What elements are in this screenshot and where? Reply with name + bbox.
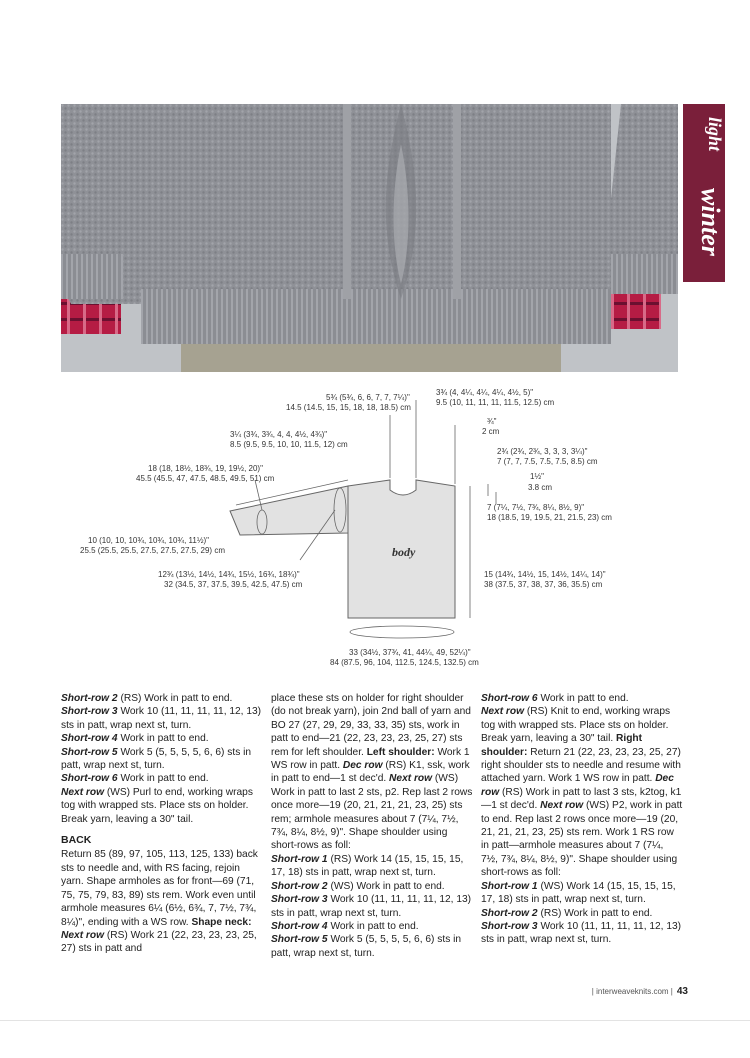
c2-para: place these sts on holder for right shoulder (do not break yarn), join 2nd ball of yarn and BO 27 (27, 29, 29, 33, 33, 35) sts, work in patt to end—21 (22, 23, 23, 23, 25, 27) sts rem for left shoulder. Left shoulder: Work 1 WS row in patt. Dec row (RS) K1, ssk, work in patt to end—1 st dec'd. Next row (WS) Work in patt to last 2 sts, p2. Rep last 2 rows once more—19 (20, 21, 21, 21, 23, 25) sts rem; armhole measures about 7 (7¼, 7½, 7¾, 8¼, 8½, 9)". Shape shoulder using short-rows as foll:	[271, 693, 473, 852]
neck-depth-label: ¾"	[487, 417, 497, 426]
text-column-2	[271, 692, 473, 960]
c3-para: Short-row 1 (WS) Work 14 (15, 15, 15, 15, 17, 18) sts in patt, wrap next st, turn.	[481, 880, 676, 906]
sleeve-length-cm-label: 45.5 (45.5, 47, 47.5, 48.5, 49.5, 51) cm	[136, 474, 275, 483]
c3-para: Short-row 2 (RS) Work in patt to end.	[481, 907, 653, 919]
back-heading: BACK	[61, 834, 92, 847]
shoulder-width-label: 3¾ (4, 4¼, 4¼, 4¼, 4½, 5)"	[436, 388, 534, 397]
c1-para: Short-row 4 Work in patt to end.	[61, 733, 209, 745]
cuff-label: 10 (10, 10, 10¾, 10¾, 10¾, 11½)"	[88, 536, 209, 545]
c2-para: Short-row 4 Work in patt to end.	[271, 920, 419, 932]
c2-para: Short-row 5 Work 5 (5, 5, 5, 5, 6, 6) sts in patt, wrap next st, turn.	[271, 934, 462, 959]
upper-arm-cm-label: 8.5 (9.5, 9.5, 10, 10, 11.5, 12) cm	[230, 440, 348, 449]
neck-width-cm-label: 14.5 (14.5, 15, 15, 18, 18, 18.5) cm	[286, 403, 411, 412]
sleeve-length-label: 18 (18, 18½, 18¾, 19, 19½, 20)"	[148, 464, 263, 473]
body-length-cm-label: 38 (37.5, 37, 38, 37, 36, 35.5) cm	[484, 580, 603, 589]
body-length-label: 15 (14¾, 14½, 15, 14½, 14¼, 14)"	[484, 570, 606, 579]
page-number: 43	[676, 986, 688, 997]
c1-para: Return 85 (89, 97, 105, 113, 125, 133) back sts to needle and, with RS facing, rejoin yarn. Shape armholes as for front—69 (71, 75, 75, 79, 83, 89) sts rem. Work even until armhole measures 6¼ (6½, 6¾, 7, 7½, 7¾, 8¼)", ending with a WS row. Shape neck: Next row (RS) Work 21 (22, 23, 23, 23, 25, 27) sts in patt and	[61, 849, 258, 955]
shoulder-drop-cm-label: 7 (7, 7, 7.5, 7.5, 7.5, 8.5) cm	[497, 457, 598, 466]
armhole-depth-label: 7 (7¼, 7½, 7¾, 8¼, 8½, 9)"	[487, 503, 585, 512]
shoulder-width-cm-label: 9.5 (10, 11, 11, 11, 11.5, 12.5) cm	[436, 398, 555, 407]
chest-label: 33 (34½, 37¾, 41, 44¼, 49, 52¼)"	[349, 648, 471, 657]
c1-para: Short-row 2 (RS) Work in patt to end.	[61, 693, 233, 704]
text-column-1	[61, 692, 263, 956]
shoulder-drop-label: 2¾ (2¾, 2¾, 3, 3, 3, 3¼)"	[497, 447, 588, 456]
upper-arm-label: 3¼ (3¾, 3¾, 4, 4, 4½, 4¾)"	[230, 430, 328, 439]
body-label: body	[392, 545, 416, 559]
c3-para: Short-row 3 Work 10 (11, 11, 11, 11, 12, 13) sts in patt, wrap next st, turn.	[481, 920, 682, 946]
neck-width-label: 5¾ (5¾, 6, 6, 7, 7, 7¼)"	[326, 393, 410, 402]
bottom-divider	[0, 1020, 750, 1021]
c2-para: Short-row 2 (WS) Work in patt to end.	[271, 880, 445, 892]
schematic-diagram	[0, 380, 750, 680]
tab-word-winter: winter	[696, 188, 725, 256]
sweater-illustration	[61, 104, 678, 372]
c3-para: Short-row 6 Work in patt to end.	[481, 693, 629, 704]
c3-para: Next row (RS) Knit to end, working wraps tog with wrapped sts. Place sts on holder. Break yarn, leaving a 30" tail. Right shoulder: Return 21 (22, 23, 23, 23, 25, 27) right shoulder sts to needle and resume with attached yarn. Work 1 WS row in patt. Dec row (RS) Work in patt to last 3 sts, k2tog, k1—1 st dec'd. Next row (WS) P2, work in patt to end. Rep last 2 rows once more—19 (20, 21, 21, 21, 23, 25) sts rem. Work 1 RS row in patt—armhole measures about 7 (7¼, 7½, 7¾, 8¼, 8½, 9)". Shape shoulder using short-rows as foll:	[481, 706, 683, 879]
chest-cm-label: 84 (87.5, 96, 104, 112.5, 124.5, 132.5) cm	[330, 658, 479, 667]
c2-para: Short-row 3 Work 10 (11, 11, 11, 11, 12, 13) sts in patt, wrap next st, turn.	[271, 894, 472, 919]
tab-word-light: light	[705, 116, 725, 151]
page-footer	[592, 986, 688, 997]
small-measure-cm-label: 3.8 cm	[528, 483, 553, 492]
c1-para: Short-row 5 Work 5 (5, 5, 5, 5, 6, 6) sts in patt, wrap next st, turn.	[61, 746, 252, 772]
armhole-depth-cm-label: 18 (18.5, 19, 19.5, 21, 21.5, 23) cm	[487, 513, 612, 522]
footer-site: | interweaveknits.com |	[591, 987, 673, 996]
neck-depth-cm-label: 2 cm	[482, 427, 500, 436]
section-tab	[683, 104, 725, 282]
c1-para: Next row (WS) Purl to end, working wraps tog with wrapped sts. Place sts on holder. Break yarn, leaving a 30" tail.	[61, 786, 253, 825]
text-column-3	[481, 692, 683, 947]
sweater-photo	[61, 104, 678, 372]
small-measure-label: 1½"	[530, 472, 544, 481]
sleeve-top-cm-label: 32 (34.5, 37, 37.5, 39.5, 42.5, 47.5) cm	[164, 580, 303, 589]
cuff-cm-label: 25.5 (25.5, 25.5, 27.5, 27.5, 27.5, 29) cm	[80, 546, 225, 555]
c1-para: Short-row 3 Work 10 (11, 11, 11, 11, 12, 13) sts in patt, wrap next st, turn.	[61, 706, 262, 731]
sleeve-top-label: 12¾ (13½, 14½, 14¾, 15½, 16¾, 18¾)"	[158, 570, 300, 579]
c1-para: Short-row 6 Work in patt to end.	[61, 773, 209, 785]
c2-para: Short-row 1 (RS) Work 14 (15, 15, 15, 15, 17, 18) sts in patt, wrap next st, turn.	[271, 853, 464, 879]
